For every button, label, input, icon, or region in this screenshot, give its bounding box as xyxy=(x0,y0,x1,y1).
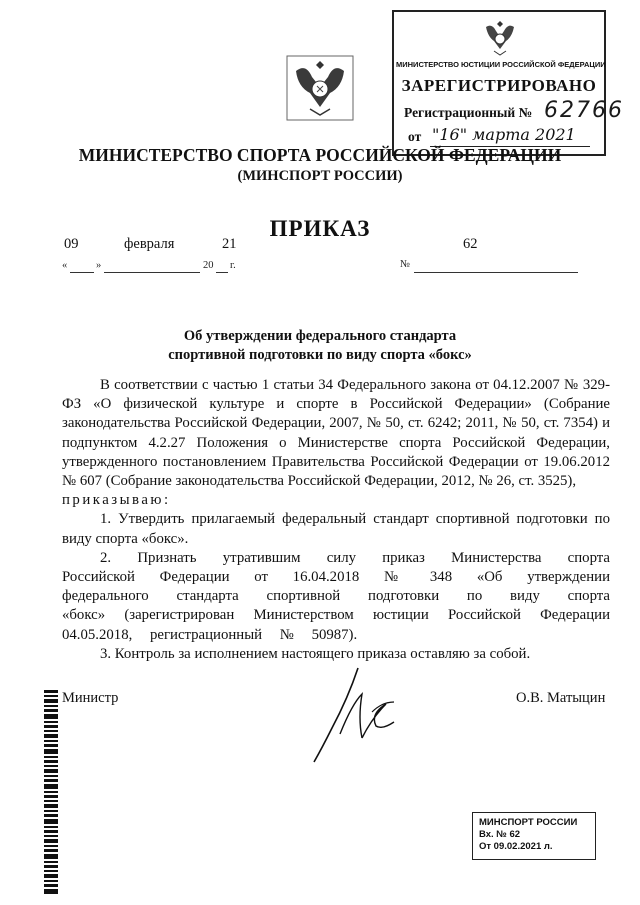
incoming-org: МИНСПОРТ РОССИИ xyxy=(479,817,578,828)
incoming-stamp xyxy=(472,812,596,860)
ministry-short-name: (МИНСПОРТ РОССИИ) xyxy=(237,168,403,184)
order-word: приказываю: xyxy=(62,492,171,509)
year-prefix: 20 xyxy=(203,260,214,271)
year-abbr: г. xyxy=(230,260,236,271)
order-year: 21 xyxy=(222,236,237,252)
order-month: февраля xyxy=(124,236,175,252)
order-day: 09 xyxy=(64,236,79,252)
preamble-paragraph: В соответствии с частью 1 статьи 34 Федерального закона от 04.12.2007 № 329-ФЗ «О физической культуре и спорте в Российской Федерации» (Собрание законодательства Российской Федерации, 2007, № 50, ст. 6242; 2011, № 50, ст. 7354) и подпунктом 4.2.27 Положения о Министерстве спорта Российской Федерации, утвержденного постановлением Правительства Российской Федерации от 19.06.2012 № 607 (Собрание законодательства Российской Федерации, 2012, № 26, ст. 3525), xyxy=(62,377,610,490)
handwritten-signature xyxy=(300,664,410,766)
item-3-paragraph: 3. Контроль за исполнением настоящего приказа оставляю за собой. xyxy=(100,645,531,662)
date-quote-open: « xyxy=(62,260,68,271)
coat-of-arms-icon xyxy=(286,55,354,121)
coat-of-arms-icon xyxy=(478,17,522,57)
order-number: 62 xyxy=(463,236,478,252)
day-underline xyxy=(70,272,94,273)
subject-line-2: спортивной подготовки по виду спорта «бокс» xyxy=(168,347,472,363)
year-underline xyxy=(216,272,228,273)
date-quote-close: » xyxy=(96,260,102,271)
signer-title: Министр xyxy=(62,690,119,706)
stamp-date-value: "16" марта 2021 xyxy=(432,125,576,144)
barcode-icon xyxy=(44,690,58,894)
month-underline xyxy=(104,272,200,273)
incoming-number: Вх. № 62 xyxy=(479,829,521,840)
stamp-regno-label: Регистрационный № xyxy=(404,105,533,120)
stamp-registered-label: ЗАРЕГИСТРИРОВАНО xyxy=(401,76,597,95)
order-body xyxy=(62,376,610,664)
registration-stamp xyxy=(392,10,624,156)
stamp-regno-value: 62766 xyxy=(544,98,624,123)
ministry-title: МИНИСТЕРСТВО СПОРТА РОССИЙСКОЙ ФЕДЕРАЦИИ xyxy=(78,145,562,165)
item-1-paragraph: 1. Утвердить прилагаемый федеральный стандарт спортивной подготовки по виду спорта «бокс». xyxy=(62,511,610,547)
subject-line-1: Об утверждении федерального стандарта xyxy=(183,328,457,344)
number-label: № xyxy=(400,259,411,270)
item-2-paragraph: 2. Признать утратившим силу приказ Министерства спорта Российской Федерации от 16.04.2018 № 348 «Об утверждении федерального стандарта спортивной подготовки по виду спорта «бокс» (зарегистрирован Министерством юстиции Российской Федерации 04.05.2018, регистрационный № 50987). xyxy=(62,549,610,643)
stamp-date-label: от xyxy=(408,129,422,144)
incoming-date: От 09.02.2021 л. xyxy=(479,841,553,852)
order-title: ПРИКАЗ xyxy=(269,216,371,241)
number-underline xyxy=(414,272,578,273)
signer-name: О.В. Матыцин xyxy=(516,690,606,706)
stamp-ministry-name: МИНИСТЕРСТВО ЮСТИЦИИ РОССИЙСКОЙ ФЕДЕРАЦИИ xyxy=(396,60,606,69)
